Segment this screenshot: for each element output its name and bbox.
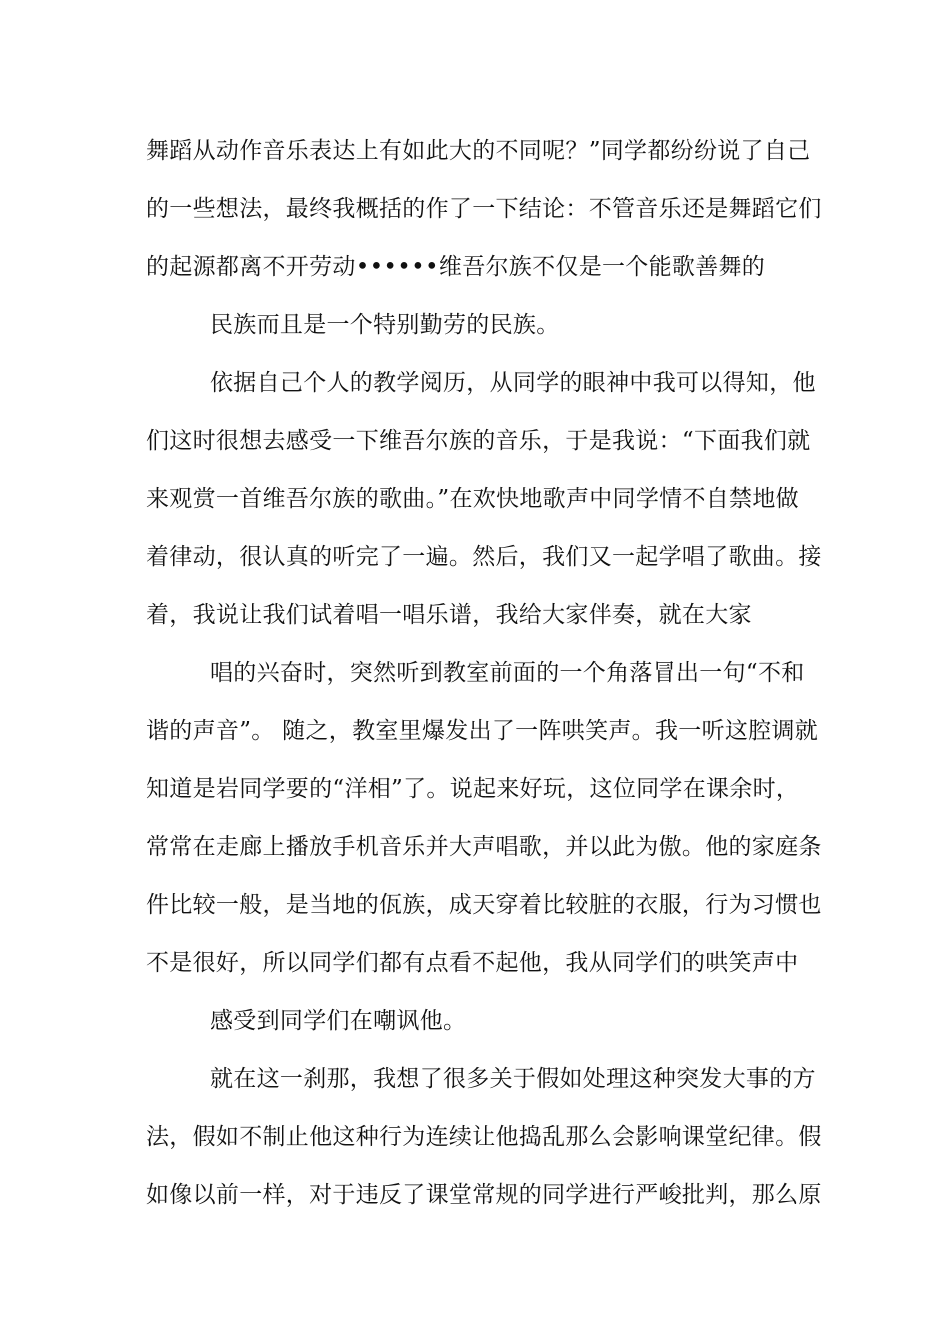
text-line: 常常在走廊上播放手机音乐并大声唱歌，并以此为傲。他的家庭条 (146, 834, 822, 860)
text-line: 着，我说让我们试着唱一唱乐谱，我给大家伴奏，就在大家 (146, 602, 752, 628)
text-line: 不是很好，所以同学们都有点看不起他，我从同学们的哄笑声中 (146, 950, 799, 976)
text-line: 法，假如不制止他这种行为连续让他捣乱那么会影响课堂纪律。假 (146, 1124, 822, 1150)
text-line: 依据自己个人的教学阅历，从同学的眼神中我可以得知，他 (210, 370, 816, 396)
text-line: 的起源都离不开劳动••••••维吾尔族不仅是一个能歌善舞的 (146, 254, 766, 280)
text-line: 来观赏一首维吾尔族的歌曲。”在欢快地歌声中同学情不自禁地做 (146, 486, 799, 512)
text-line: 舞蹈从动作音乐表达上有如此大的不同呢？”同学都纷纷说了自己 (146, 138, 811, 164)
text-line: 唱的兴奋时，突然听到教室前面的一个角落冒出一句“不和 (210, 660, 805, 686)
text-line: 知道是岩同学要的“洋相”了。说起来好玩，这位同学在课余时， (146, 776, 800, 802)
text-line: 就在这一刹那，我想了很多关于假如处理这种突发大事的方 (210, 1066, 816, 1092)
text-line: 谐的声音”。 随之，教室里爆发出了一阵哄笑声。我一听这腔调就 (146, 718, 819, 744)
text-line: 的一些想法，最终我概括的作了一下结论：不管音乐还是舞蹈它们 (146, 196, 822, 222)
text-line: 感受到同学们在嘲讽他。 (210, 1008, 467, 1034)
text-line: 如像以前一样，对于违反了课堂常规的同学进行严峻批判，那么原 (146, 1182, 822, 1208)
text-line: 民族而且是一个特别勤劳的民族。 (210, 312, 560, 338)
text-line: 们这时很想去感受一下维吾尔族的音乐，于是我说：“下面我们就 (146, 428, 811, 454)
text-line: 着律动，很认真的听完了一遍。然后，我们又一起学唱了歌曲。接 (146, 544, 822, 570)
text-line: 件比较一般，是当地的佤族，成天穿着比较脏的衣服，行为习惯也 (146, 892, 822, 918)
